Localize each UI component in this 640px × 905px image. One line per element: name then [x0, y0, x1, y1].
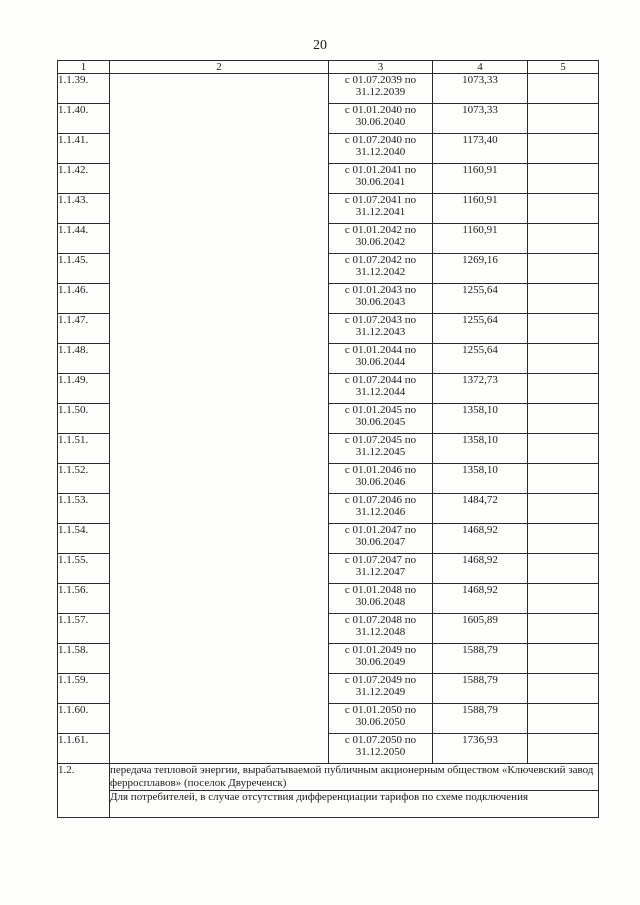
column-5-cell — [528, 584, 599, 614]
period-start: с 01.01.2049 по — [344, 644, 417, 656]
period-cell — [329, 704, 433, 734]
row-number: 1.1.41. — [58, 134, 110, 164]
period-start: с 01.07.2045 по — [344, 434, 417, 446]
period-cell — [329, 524, 433, 554]
period-end: 30.06.2040 — [355, 116, 406, 128]
header-col-1: 1 — [58, 61, 110, 74]
column-5-cell — [528, 644, 599, 674]
tariff-value: 1605,89 — [433, 614, 528, 644]
period-end: 30.06.2045 — [355, 416, 406, 428]
tariff-value: 1588,79 — [433, 674, 528, 704]
page-number: 20 — [313, 38, 327, 53]
row-number: 1.1.48. — [58, 344, 110, 374]
period-start: с 01.01.2045 по — [344, 404, 417, 416]
period-cell — [329, 734, 433, 764]
row-number: 1.1.49. — [58, 374, 110, 404]
column-5-cell — [528, 494, 599, 524]
tariff-value: 1468,92 — [433, 524, 528, 554]
period-end: 30.06.2041 — [355, 176, 406, 188]
period-cell — [329, 314, 433, 344]
period-cell — [329, 104, 433, 134]
period-cell — [329, 284, 433, 314]
column-5-cell — [528, 674, 599, 704]
period-end: 31.12.2039 — [355, 86, 406, 98]
tariff-value: 1468,92 — [433, 554, 528, 584]
period-start: с 01.07.2050 по — [344, 734, 417, 746]
tariff-table — [57, 60, 599, 818]
column-5-cell — [528, 104, 599, 134]
period-start: с 01.07.2044 по — [344, 374, 417, 386]
row-number: 1.1.56. — [58, 584, 110, 614]
period-start: с 01.01.2048 по — [344, 584, 417, 596]
section-number: 1.2. — [58, 764, 110, 818]
period-cell — [329, 194, 433, 224]
section-row — [58, 764, 599, 791]
row-number: 1.1.44. — [58, 224, 110, 254]
column-5-cell — [528, 434, 599, 464]
tariff-value: 1372,73 — [433, 374, 528, 404]
period-cell — [329, 584, 433, 614]
period-cell — [329, 254, 433, 284]
column-5-cell — [528, 284, 599, 314]
tariff-value: 1588,79 — [433, 644, 528, 674]
tariff-value: 1255,64 — [433, 344, 528, 374]
period-cell — [329, 374, 433, 404]
tariff-value: 1160,91 — [433, 164, 528, 194]
period-end: 31.12.2046 — [355, 506, 406, 518]
period-cell — [329, 224, 433, 254]
column-5-cell — [528, 704, 599, 734]
section-body — [58, 764, 599, 818]
column-5-cell — [528, 374, 599, 404]
period-start: с 01.07.2041 по — [344, 194, 417, 206]
period-end: 31.12.2044 — [355, 386, 406, 398]
row-number: 1.1.55. — [58, 554, 110, 584]
tariff-value: 1073,33 — [433, 104, 528, 134]
header-col-5: 5 — [528, 61, 599, 74]
row-number: 1.1.51. — [58, 434, 110, 464]
row-number: 1.1.40. — [58, 104, 110, 134]
period-end: 30.06.2042 — [355, 236, 406, 248]
tariff-value: 1358,10 — [433, 464, 528, 494]
period-end: 31.12.2041 — [355, 206, 406, 218]
column-5-cell — [528, 464, 599, 494]
row-number: 1.1.43. — [58, 194, 110, 224]
period-end: 31.12.2048 — [355, 626, 406, 638]
header-col-2: 2 — [110, 61, 329, 74]
column-5-cell — [528, 314, 599, 344]
section-description: передача тепловой энергии, вырабатываемой публичным акционерным обществом «Ключевский завод ферросплавов» (поселок Двуреченск) — [110, 764, 599, 791]
period-cell — [329, 74, 433, 104]
column-5-cell — [528, 554, 599, 584]
period-end: 31.12.2047 — [355, 566, 406, 578]
period-start: с 01.01.2044 по — [344, 344, 417, 356]
tariff-value: 1160,91 — [433, 224, 528, 254]
period-end: 31.12.2042 — [355, 266, 406, 278]
row-number: 1.1.45. — [58, 254, 110, 284]
period-start: с 01.07.2049 по — [344, 674, 417, 686]
period-cell — [329, 164, 433, 194]
tariff-value: 1358,10 — [433, 434, 528, 464]
tariff-value: 1255,64 — [433, 314, 528, 344]
period-end: 31.12.2040 — [355, 146, 406, 158]
period-cell — [329, 134, 433, 164]
column-5-cell — [528, 524, 599, 554]
period-end: 30.06.2050 — [355, 716, 406, 728]
tariff-value: 1736,93 — [433, 734, 528, 764]
period-cell — [329, 644, 433, 674]
tariff-value: 1255,64 — [433, 284, 528, 314]
period-cell — [329, 344, 433, 374]
row-number: 1.1.52. — [58, 464, 110, 494]
period-start: с 01.07.2047 по — [344, 554, 417, 566]
period-start: с 01.07.2048 по — [344, 614, 417, 626]
period-end: 30.06.2049 — [355, 656, 406, 668]
row-number: 1.1.47. — [58, 314, 110, 344]
row-number: 1.1.50. — [58, 404, 110, 434]
row-number: 1.1.61. — [58, 734, 110, 764]
description-cell-empty — [110, 74, 329, 764]
period-cell — [329, 554, 433, 584]
period-end: 31.12.2049 — [355, 686, 406, 698]
row-number: 1.1.59. — [58, 674, 110, 704]
row-number: 1.1.53. — [58, 494, 110, 524]
column-5-cell — [528, 74, 599, 104]
period-end: 31.12.2045 — [355, 446, 406, 458]
tariff-value: 1173,40 — [433, 134, 528, 164]
period-end: 30.06.2046 — [355, 476, 406, 488]
period-end: 30.06.2048 — [355, 596, 406, 608]
period-end: 31.12.2043 — [355, 326, 406, 338]
table-row — [58, 74, 599, 104]
row-number: 1.1.39. — [58, 74, 110, 104]
period-end: 31.12.2050 — [355, 746, 406, 758]
tariff-value: 1484,72 — [433, 494, 528, 524]
period-end: 30.06.2044 — [355, 356, 406, 368]
period-start: с 01.07.2040 по — [344, 134, 417, 146]
section-subrow — [58, 791, 599, 818]
row-number: 1.1.42. — [58, 164, 110, 194]
tariff-value: 1160,91 — [433, 194, 528, 224]
period-start: с 01.01.2050 по — [344, 704, 417, 716]
period-start: с 01.07.2043 по — [344, 314, 417, 326]
table-body — [58, 74, 599, 764]
period-end: 30.06.2047 — [355, 536, 406, 548]
column-5-cell — [528, 344, 599, 374]
column-5-cell — [528, 194, 599, 224]
row-number: 1.1.57. — [58, 614, 110, 644]
period-cell — [329, 494, 433, 524]
period-start: с 01.07.2042 по — [344, 254, 417, 266]
column-5-cell — [528, 224, 599, 254]
period-start: с 01.01.2043 по — [344, 284, 417, 296]
period-start: с 01.07.2039 по — [344, 74, 417, 86]
header-col-4: 4 — [433, 61, 528, 74]
row-number: 1.1.58. — [58, 644, 110, 674]
tariff-value: 1468,92 — [433, 584, 528, 614]
period-start: с 01.01.2042 по — [344, 224, 417, 236]
row-number: 1.1.60. — [58, 704, 110, 734]
row-number: 1.1.46. — [58, 284, 110, 314]
row-number: 1.1.54. — [58, 524, 110, 554]
tariff-value: 1269,16 — [433, 254, 528, 284]
tariff-value: 1358,10 — [433, 404, 528, 434]
column-5-cell — [528, 404, 599, 434]
period-start: с 01.01.2046 по — [344, 464, 417, 476]
tariff-value: 1588,79 — [433, 704, 528, 734]
period-cell — [329, 464, 433, 494]
period-cell — [329, 434, 433, 464]
table-header — [58, 61, 599, 74]
column-5-cell — [528, 614, 599, 644]
header-col-3: 3 — [329, 61, 433, 74]
period-cell — [329, 404, 433, 434]
period-start: с 01.01.2047 по — [344, 524, 417, 536]
column-5-cell — [528, 734, 599, 764]
column-5-cell — [528, 164, 599, 194]
tariff-value: 1073,33 — [433, 74, 528, 104]
column-5-cell — [528, 134, 599, 164]
section-subdescription: Для потребителей, в случае отсутствия дифференциации тарифов по схеме подключения — [110, 791, 599, 818]
column-5-cell — [528, 254, 599, 284]
period-cell — [329, 614, 433, 644]
period-end: 30.06.2043 — [355, 296, 406, 308]
period-start: с 01.07.2046 по — [344, 494, 417, 506]
period-cell — [329, 674, 433, 704]
period-start: с 01.01.2041 по — [344, 164, 417, 176]
period-start: с 01.01.2040 по — [344, 104, 417, 116]
